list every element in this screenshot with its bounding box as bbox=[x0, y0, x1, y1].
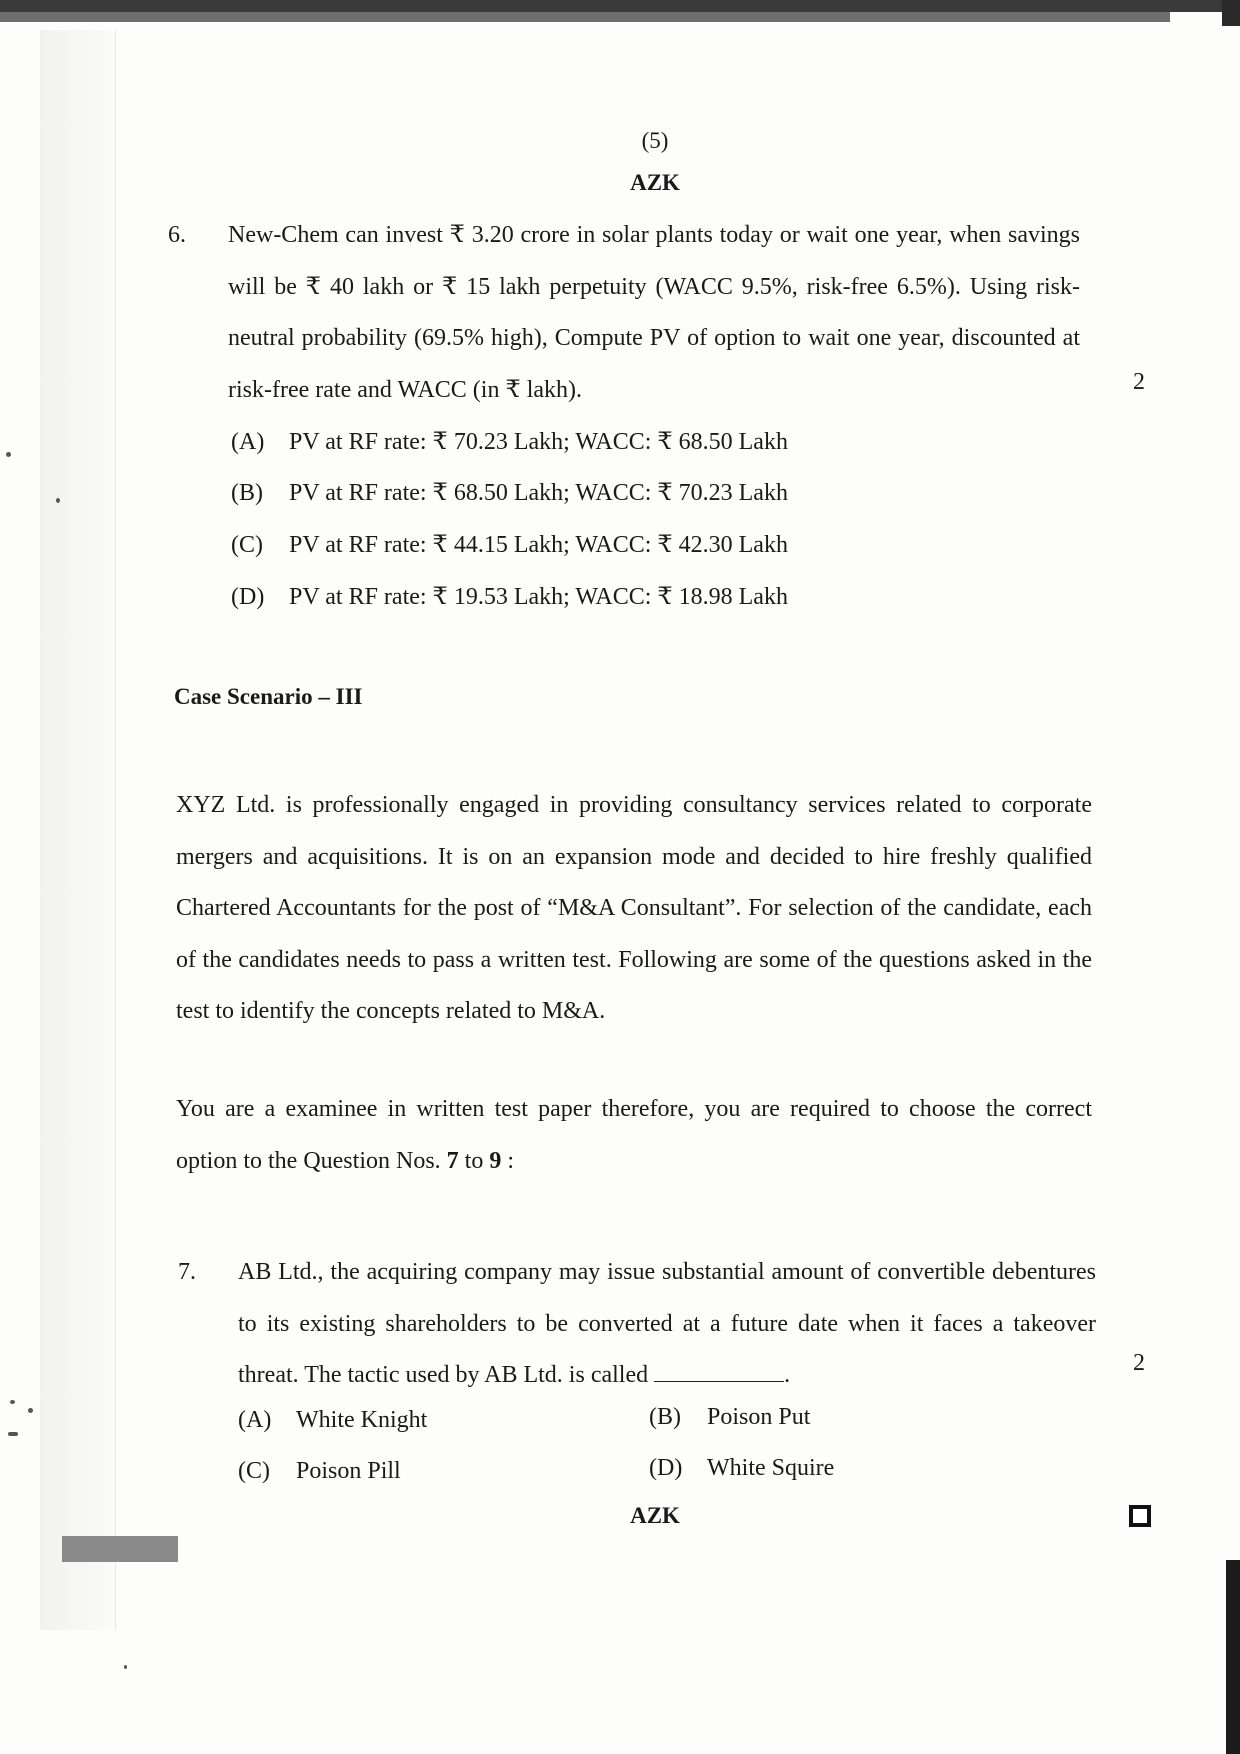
option-text: White Squire bbox=[707, 1455, 835, 1481]
scan-border-right-top bbox=[1222, 0, 1240, 26]
case-scenario-heading: Case Scenario – III bbox=[174, 684, 363, 709]
question-end: . bbox=[784, 1362, 791, 1388]
scan-speck bbox=[56, 498, 60, 503]
scan-border-top bbox=[0, 0, 1240, 12]
instruction-paragraph bbox=[176, 1084, 1092, 1187]
case-scenario-paragraph: XYZ Ltd. is professionally engaged in providing consultancy services related to corporate mergers and acquisitions. It is on an expansion mode and decided to hire freshly qualified Chartered Accountants for the post of “M&A Consultant”. For selection of the candidate, each of the candidates needs to pass a written test. Following are some of the questions asked in the test to identify the concepts related to M&A. bbox=[176, 792, 1092, 1024]
scan-speck bbox=[124, 1665, 127, 1669]
option-text: Poison Put bbox=[707, 1404, 811, 1430]
option-text: PV at RF rate: ₹ 19.53 Lakh; WACC: ₹ 18.98 Lakh bbox=[289, 584, 788, 610]
instruction-connector: to bbox=[458, 1147, 490, 1174]
option-label: (C) bbox=[238, 1458, 270, 1484]
q6-option-b bbox=[231, 478, 788, 507]
option-text: Poison Pill bbox=[296, 1458, 401, 1484]
paper-code-footer: AZK bbox=[630, 1503, 680, 1528]
instruction-end: : bbox=[501, 1147, 514, 1174]
q7-option-c bbox=[238, 1458, 401, 1485]
q7-option-a bbox=[238, 1407, 427, 1434]
option-text: PV at RF rate: ₹ 68.50 Lakh; WACC: ₹ 70.23 Lakh bbox=[289, 480, 788, 506]
question-range-end: 9 bbox=[489, 1147, 502, 1174]
scan-smudge bbox=[62, 1536, 178, 1562]
option-text: PV at RF rate: ₹ 44.15 Lakh; WACC: ₹ 42.30 Lakh bbox=[289, 532, 788, 558]
option-label: (B) bbox=[649, 1404, 681, 1430]
scan-speck bbox=[8, 1432, 18, 1436]
question-number: 7. bbox=[178, 1259, 196, 1285]
q6-option-d bbox=[231, 582, 788, 611]
q7-option-d bbox=[649, 1455, 834, 1482]
question-text: New-Chem can invest ₹ 3.20 crore in solar plants today or wait one year, when savings will be ₹ 40 lakh or ₹ 15 lakh perpetuity (WACC 9.5%, risk-free 6.5%). Using risk-neutral probability (69.5% high), Compute PV of option to wait one year, discounted at risk-free rate and WACC (in ₹ lakh). bbox=[228, 222, 1080, 403]
paper-code-header: AZK bbox=[630, 170, 680, 195]
q6-option-a bbox=[231, 427, 788, 456]
instruction-text: You are a examinee in written test paper therefore, you are required to choose the correct option to the Question Nos. bbox=[176, 1096, 1092, 1174]
question-number: 6. bbox=[168, 222, 186, 248]
option-label: (D) bbox=[231, 584, 265, 610]
scan-speck bbox=[28, 1408, 33, 1413]
question-text bbox=[238, 1247, 1096, 1402]
q7-option-b bbox=[649, 1404, 810, 1431]
scan-border-right-bottom bbox=[1226, 1560, 1240, 1754]
option-label: (D) bbox=[649, 1455, 683, 1481]
scan-border-top-shadow bbox=[0, 12, 1170, 22]
fill-in-blank bbox=[654, 1363, 784, 1382]
page-number: (5) bbox=[641, 128, 669, 153]
option-label: (C) bbox=[231, 532, 263, 558]
option-text: PV at RF rate: ₹ 70.23 Lakh; WACC: ₹ 68.50 Lakh bbox=[289, 429, 788, 455]
option-text: White Knight bbox=[296, 1407, 428, 1433]
scan-speck bbox=[6, 452, 11, 457]
q6-option-c bbox=[231, 530, 788, 559]
scan-speck bbox=[10, 1400, 15, 1404]
scan-page-edge bbox=[40, 30, 116, 1630]
option-label: (A) bbox=[231, 429, 265, 455]
question-6-marks: 2 bbox=[1133, 369, 1145, 395]
question-7-marks: 2 bbox=[1133, 1350, 1145, 1376]
question-range-start: 7 bbox=[446, 1147, 459, 1174]
question-body: AB Ltd., the acquiring company may issue substantial amount of convertible debentures to its existing shareholders to be converted at a future date when it faces a takeover threat. The tactic used by AB Ltd. is called bbox=[238, 1259, 1096, 1388]
option-label: (A) bbox=[238, 1407, 272, 1433]
option-label: (B) bbox=[231, 480, 263, 506]
page-end-box-icon bbox=[1129, 1505, 1151, 1527]
